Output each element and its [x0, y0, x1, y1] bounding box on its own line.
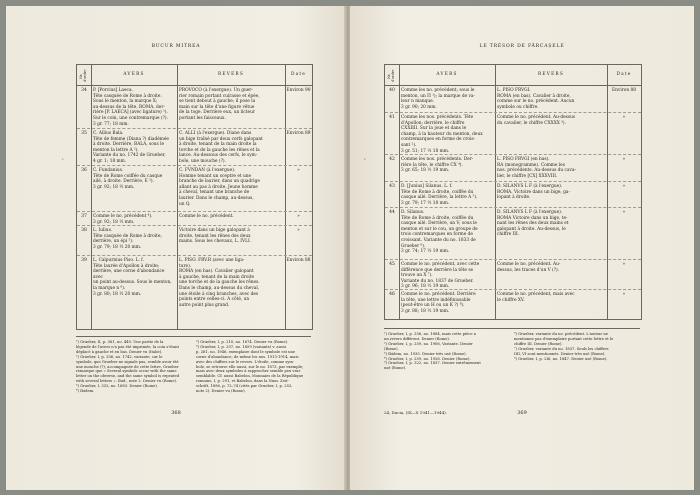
avers-description: D. [Junius] Silanus. L. f. Tête de Rome à droite, coiffée du casque ailé. Derrière, la lettre A ⁵). 3 gr. 79; 17 ½ 18 mm. — [401, 184, 478, 206]
footnotes-right-col2: ⁶) Grueber, variante du no. précédent. L'auteur ne mentionne pas d'exemplaire portant cette lettre et le chiffre III. Denier (Rome). ⁷) Grueber, variante du no. 1837. Seuls les chiffres IIII, VI sont mentionnés. Denier très usé (Rome). ⁸) Grueber, I, p. 2I6, no. 1847. Denier usé (Rome). — [514, 332, 614, 361]
header-date: Date — [616, 72, 632, 77]
avers-description: Comme le no. précédent. Derrière la tête, une lettre indéfinissable (peut-être un H ou un K ?) ⁸). 3 gr. 88; 18 ½ 19 mm. — [401, 292, 476, 314]
table-header-left — [77, 65, 312, 86]
row-date: » — [622, 184, 626, 189]
avers-description: C. Allius Bala. Tête de femme (Diana ?) diadémée à droite. Derrière, BALA, sous le menton la lettre A ²). Variante du no. 1742 de Grueber, 4 gr. 1; 18 mm. — [93, 131, 169, 164]
revers-description: D. SILANVS L F (à l'exergue). ROMA Victoire dans un bige, te- nant les rênes des deux mains et galopant à droite. Au-dessus, le chiffre III. — [497, 210, 569, 238]
avers-description: L. Calpurnius Piso. L. f. Tête laurée d'Apollon à droite; derrière, une corne d'abondance avec un point au-dessus. Sous le menton, la marque n ⁶). 3 gr. 80; 18 ½ 20 mm. — [93, 258, 172, 297]
table-row — [77, 211, 312, 226]
page-number-left: 368 — [171, 410, 181, 416]
row-date: » — [297, 214, 300, 219]
row-date: » — [622, 210, 626, 215]
revers-description: Comme le no. précédent. — [179, 214, 234, 219]
avers-description: D. Silanus. Tête de Rome à droite, coiffée du casque ailé. Derrière, un V; sous le menton et sur le cou, un groupe de trois contremarques en forme de croissant. Variante du no. 1833 de Grueber ⁶). 3 gr. 74; 17 ½ 19 mm. — [401, 210, 478, 255]
row-date: » — [622, 262, 626, 267]
revers-description: C. ALLI (à l'exergue). Diane dans un bige traîné par deux cerfs galopant à droite, tenant de la main droite la torche et de la gauche les rênes et la lance. Au-dessous des cerfs, le sym- bole, une mouche (?). — [179, 131, 263, 164]
revers-description: C. FVNDAN (à l'exergue). Homme tenant un sceptre et une branche de laurier, dans un quadrige allant au pas à droite. Jeune homme à cheval, tenant une branche de laurier. Dans le champ, au-dessus, un Q. — [179, 168, 260, 207]
row-date: » — [297, 228, 300, 233]
avers-description: P. [Porcius] Laeca. Tête casquée de Rome à droite. Sous le menton, la marque X; au-dessus de la tête, ROMA, der- rière [P. LAECA] (avec ligature) ¹). Sur le coin, une contremarque (?). 3 gr. 77; 18 mm. — [93, 88, 168, 127]
row-number: 36 — [81, 168, 87, 173]
table-row — [385, 289, 641, 318]
row-number: 40 — [389, 88, 395, 93]
table-row — [385, 86, 641, 112]
row-date: » — [297, 168, 300, 173]
revers-description: Comme le no. précédent, mais avec le chiffre XV. — [497, 292, 575, 303]
row-number: 42 — [389, 157, 395, 162]
avers-description: Comme les no. précédent; sous le menton, un Π ¹); la marque de va- leur n manque. 3 gr. 90; 20 mm. — [401, 88, 475, 110]
row-date: » — [622, 292, 626, 297]
right-page — [350, 6, 694, 490]
revers-description: D. SILANVS L F (à l'exergue). ROMA. Victoire dans un bige, ga- lopant à droite. — [497, 184, 570, 201]
pencil-mark: , — [62, 154, 64, 161]
header-avers: AVERS — [123, 72, 145, 77]
coin-table-left — [76, 64, 313, 330]
page-number-right: 369 — [517, 410, 527, 416]
header-no: Nr. d'ordre — [79, 69, 87, 83]
table-row — [77, 86, 312, 128]
signature-line: 24, Dacia, (IX—X 1941—1944). — [384, 410, 447, 415]
table-row — [385, 181, 641, 208]
footnotes-left-col1: ¹) Grueber, II, p. 361, no. 449. Une partie de la légende de l'avers n'a pas été imprimée, la coin s'étant déplacé à gauche et en bas. Denier vu (Italie). ²) Grueber, I, p. 336, no. 1742, variante, car le symbole, que Grueber ne signale pas, semble avoir été une mouche (?); accompagnée de cette lettre. Grueber remarque que « Several symbols occur with the same letter on the obverse, and the same symbol is repeated with several letters ». Ibid., note 2. Denier vu (Rome). ³) Grueber, I, 332, no. 1683. Denier (Rome). ⁴) Ibidem. — [76, 340, 180, 394]
coin-table-right — [384, 64, 642, 320]
pencil-mark: , — [364, 154, 366, 161]
row-number: 43 — [389, 184, 395, 189]
header-revers: REVERS — [538, 72, 564, 77]
row-date: Environ 89 — [286, 131, 311, 136]
header-no: Nr. d'ordre — [387, 69, 395, 83]
revers-description: Comme le no. précédent. Au-dessus du cavalier, le chiffre CXXXX ³). — [497, 115, 576, 126]
revers-description: PROVOCO (à l'exergue). Un guer- rier romain portant cuirasse et épée, se tient debout à gauche; il pose la main sur la tête d'une figure vêtue de la toge. Derrière eux, un licteur portant les faisceaux. — [179, 88, 260, 121]
header-avers: AVERS — [436, 72, 458, 77]
footnote-rule-right — [384, 328, 640, 329]
table-row — [77, 165, 312, 212]
footnotes-right-col1: ¹) Grueber, I, p. 256, no. 1884, mais cette pièce a un revers différent. Denier (Rome). ²) Grueber, I, p. 259, no. 1906, Variante. Denier (Rome). ³) Ibidem, no. 1935. Denier très usé (Rome). ⁴) Grueber, I, p. 259, no. 1926. Denier (Rome). ⁵) Grueber, I, p. 322, no. 1837. Denier extrêmement usé (Rome). — [384, 332, 481, 371]
revers-description: L. PISO FRVGI (en bas). RA (monogramme). Comme les nos. précédents. Au-dessus du cava- lier, le chiffre [CX] XXXVIII. — [497, 157, 576, 179]
row-number: 39 — [81, 258, 87, 263]
avers-description: Comme les nos. précédents. Tête d'Apollon; derrière, le chiffre CXXIIII. Sur la joue et dans le champ, à la hauteur du menton, deux contremarques en forme de crois- sant ²). 3 gr. 51; 17 ½ 18 mm. — [401, 115, 483, 154]
table-row — [77, 128, 312, 166]
left-page — [6, 6, 346, 490]
table-row — [385, 154, 641, 182]
avers-description: Comme le no. précédent, avec cette différence que derrière la tête se trouve un X ⁷). Variante du no. 1837 de Grueber. 3 gr. 96; 18 ½ 19 mm. — [401, 262, 480, 290]
running-head-right: LE TRÉSOR DE FĂRCAȘELE — [479, 44, 565, 49]
row-number: 44 — [389, 210, 395, 215]
revers-description: Comme le no. précédent. Au- dessus, les traces d'un V (?). — [497, 262, 561, 273]
row-number: 41 — [389, 115, 395, 120]
row-number: 35 — [81, 131, 87, 136]
table-row — [77, 225, 312, 256]
footnote-rule-left — [76, 336, 311, 337]
row-date: » — [622, 157, 626, 162]
row-number: 38 — [81, 228, 87, 233]
row-date: Environ 90 — [286, 88, 311, 93]
row-number: 37 — [81, 214, 87, 219]
footnotes-left-col2: ⁵) Grueber, I, p. 210, no. 1674. Denier vu (Rome). ⁶) Grueber, I, p. 257, no. 1859 (variante) v. aussi p. 261, no. 1946, exemplaire dont le symbole est une corne d'abondance; de même les nos. 1913-1914, mais avec des chiffres sur le revers. L'étoile, comme sym- bole, se retrouve elle aussi, sur le no. 1873, par exemple; mais avec deux symboles à rapprocher semble peu vrai- semblable. Cf. aussi Babelon, Monnaies de la République romaine, I, p. 291, et Babelon, dans la Num. Zeit- schrift, 1896, p. 72–74 (cités par Grueber, I, p. 253, note 2). Denier vu (Rome). — [196, 340, 304, 394]
row-date: Environ 88 — [286, 258, 311, 263]
revers-description: L. PISO. FRV.R (avec une liga- ture). ROMA (en bas). Cavalier galopant à gauche, tenant de la main droite une torche et de la gauche les rênes. Dans le champ, au-dessus du cheval, une étoile à cinq branches, avec des points entre celles-ci. A côté, un autre point plus grand. — [179, 258, 260, 308]
row-number: 45 — [389, 262, 395, 267]
table-row — [77, 255, 312, 330]
running-head-left: BUCUR MITREA — [151, 44, 201, 49]
row-number: 46 — [389, 292, 395, 297]
revers-description: L. PISO FRVGI. ROMA (en bas). Cavalier à droite, comme sur le no. précédent. Aucun symbole ou chiffre. — [497, 88, 575, 110]
header-revers: REVERS — [218, 72, 244, 77]
row-number: 34 — [81, 88, 87, 93]
table-row — [385, 112, 641, 155]
avers-description: Comme les nos. précédents. Der- rière la tête, le chiffre CX ⁴). 3 gr. 65; 18 ½ 19 mm. — [401, 157, 474, 174]
avers-description: L. Iulius. Tête casquée de Rome à droite; derrière, un épi ⁵). 3 gr. 79; 18 ½ 20 mm. — [93, 228, 162, 250]
table-row — [385, 207, 641, 260]
avers-description: Comme le no. précédent ⁴). 3 gr. 92; 18 ½ mm. — [93, 214, 153, 225]
table-row — [385, 259, 641, 290]
table-header-right — [385, 65, 641, 86]
header-date: Date — [290, 72, 307, 77]
avers-description: C. Fundanius. Tête de Rome coiffée du casque ailé, à droite. Derrière, E ³). 3 gr. 92; 18 ½ mm. — [93, 168, 163, 190]
revers-description: Victoire dans un bige galopant à droite, tenant les rênes des deux mains. Sous les chevaux, L. IVLI. — [179, 228, 252, 245]
row-date: Environ 88 — [612, 88, 636, 93]
row-date: » — [622, 115, 626, 120]
